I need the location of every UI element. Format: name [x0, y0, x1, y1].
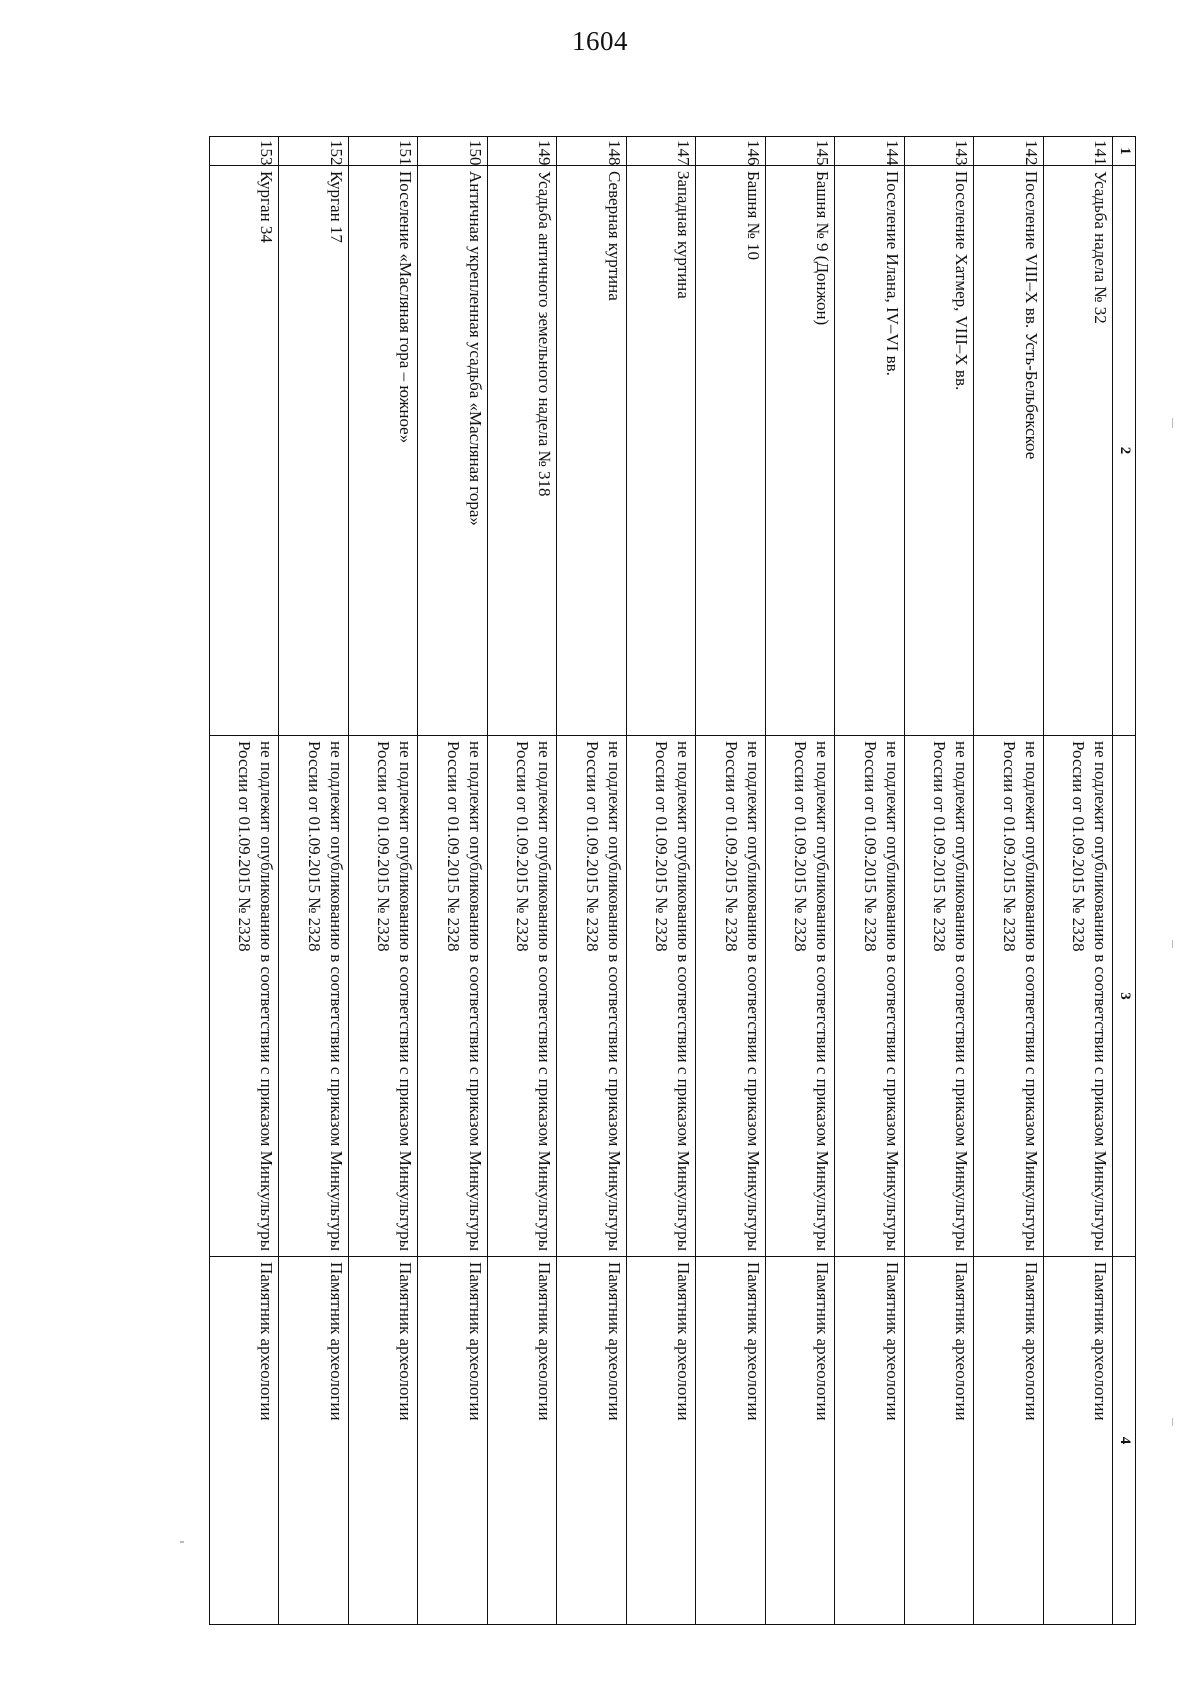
row-number-cell: 141	[1091, 140, 1111, 165]
category-cell: Памятник археологии	[279, 1256, 347, 1624]
category-cell: Памятник археологии	[418, 1256, 486, 1624]
publication-note-cell: не подлежит опубликованию в соответствии с приказом Минкультуры России от 01.09.2015 № 2328	[696, 735, 764, 1256]
category-cell: Памятник археологии	[835, 1256, 903, 1624]
object-name-cell: Курган 17	[279, 165, 347, 735]
table-row	[279, 137, 348, 1624]
category-cell: Памятник археологии	[210, 1256, 278, 1624]
table-row	[974, 137, 1043, 1624]
table-row	[905, 137, 974, 1624]
table-row	[349, 137, 418, 1624]
table-row	[766, 137, 835, 1624]
publication-note-cell: не подлежит опубликованию в соответствии с приказом Минкультуры России от 01.09.2015 № 2328	[1044, 735, 1112, 1256]
row-number-cell: 144	[882, 140, 902, 165]
object-name-cell: Поселение VIII–X вв. Усть-Бельбекское	[974, 165, 1042, 735]
object-name-cell: Северная куртина	[557, 165, 625, 735]
table-row	[696, 137, 765, 1624]
object-name-cell: Поселение Хатмер, VIII–X вв.	[905, 165, 973, 735]
category-cell: Памятник археологии	[488, 1256, 556, 1624]
table-row	[418, 137, 487, 1624]
category-cell: Памятник археологии	[349, 1256, 417, 1624]
object-name-cell: Поселение Илана, IV–VI вв.	[835, 165, 903, 735]
table-row	[1044, 137, 1113, 1624]
page-number: 1604	[572, 26, 628, 56]
publication-note-cell: не подлежит опубликованию в соответствии с приказом Минкультуры России от 01.09.2015 № 2328	[974, 735, 1042, 1256]
publication-note-cell: не подлежит опубликованию в соответствии с приказом Минкультуры России от 01.09.2015 № 2328	[349, 735, 417, 1256]
table-row	[835, 137, 904, 1624]
object-name-cell: Башня № 9 (Донжон)	[766, 165, 834, 735]
monuments-table	[209, 136, 1136, 1625]
category-cell: Памятник археологии	[974, 1256, 1042, 1624]
publication-note-cell: не подлежит опубликованию в соответствии с приказом Минкультуры России от 01.09.2015 № 2328	[210, 735, 278, 1256]
row-number-cell: 150	[465, 140, 485, 165]
category-cell: Памятник археологии	[696, 1256, 764, 1624]
object-name-cell: Поселение «Масляная гора – южное»	[349, 165, 417, 735]
publication-note-cell: не подлежит опубликованию в соответствии с приказом Минкультуры России от 01.09.2015 № 2328	[488, 735, 556, 1256]
publication-note-cell: не подлежит опубликованию в соответствии с приказом Минкультуры России от 01.09.2015 № 2328	[418, 735, 486, 1256]
publication-note-cell: не подлежит опубликованию в соответствии с приказом Минкультуры России от 01.09.2015 № 2328	[627, 735, 695, 1256]
header-col-1: 1	[1117, 147, 1133, 155]
category-cell: Памятник археологии	[905, 1256, 973, 1624]
object-name-cell: Башня № 10	[696, 165, 764, 735]
table-row	[488, 137, 557, 1624]
publication-note-cell: не подлежит опубликованию в соответствии с приказом Минкультуры России от 01.09.2015 № 2328	[835, 735, 903, 1256]
row-number-cell: 146	[743, 140, 763, 165]
document-sheet	[209, 136, 1136, 1625]
category-cell: Памятник археологии	[766, 1256, 834, 1624]
publication-note-cell: не подлежит опубликованию в соответствии с приказом Минкультуры России от 01.09.2015 № 2328	[279, 735, 347, 1256]
row-number-cell: 142	[1021, 140, 1041, 165]
publication-note-cell: не подлежит опубликованию в соответствии с приказом Минкультуры России от 01.09.2015 № 2328	[905, 735, 973, 1256]
row-number-cell: 148	[604, 140, 624, 165]
row-number-cell: 149	[535, 140, 555, 165]
row-number-cell: 147	[674, 140, 694, 165]
header-col-4: 4	[1113, 1256, 1135, 1624]
category-cell: Памятник археологии	[557, 1256, 625, 1624]
table-row	[210, 137, 279, 1624]
row-number-cell: 152	[326, 140, 346, 165]
publication-note-cell: не подлежит опубликованию в соответствии с приказом Минкультуры России от 01.09.2015 № 2328	[766, 735, 834, 1256]
object-name-cell: Усадьба надела № 32	[1044, 165, 1112, 735]
row-number-cell: 145	[813, 140, 833, 165]
object-name-cell: Западная куртина	[627, 165, 695, 735]
header-col-3: 3	[1113, 735, 1135, 1256]
object-name-cell: Курган 34	[210, 165, 278, 735]
header-col-2: 2	[1113, 165, 1135, 735]
row-number-cell: 143	[952, 140, 972, 165]
row-number-cell: 151	[396, 140, 416, 165]
table-row	[557, 137, 626, 1624]
category-cell: Памятник археологии	[1044, 1256, 1112, 1624]
category-cell: Памятник археологии	[627, 1256, 695, 1624]
object-name-cell: Античная укрепленная усадьба «Масляная гора»	[418, 165, 486, 735]
table-header-row	[1113, 137, 1135, 1624]
table-row	[627, 137, 696, 1624]
publication-note-cell: не подлежит опубликованию в соответствии с приказом Минкультуры России от 01.09.2015 № 2328	[557, 735, 625, 1256]
row-number-cell: 153	[257, 140, 277, 165]
object-name-cell: Усадьба античного земельного надела № 318	[488, 165, 556, 735]
